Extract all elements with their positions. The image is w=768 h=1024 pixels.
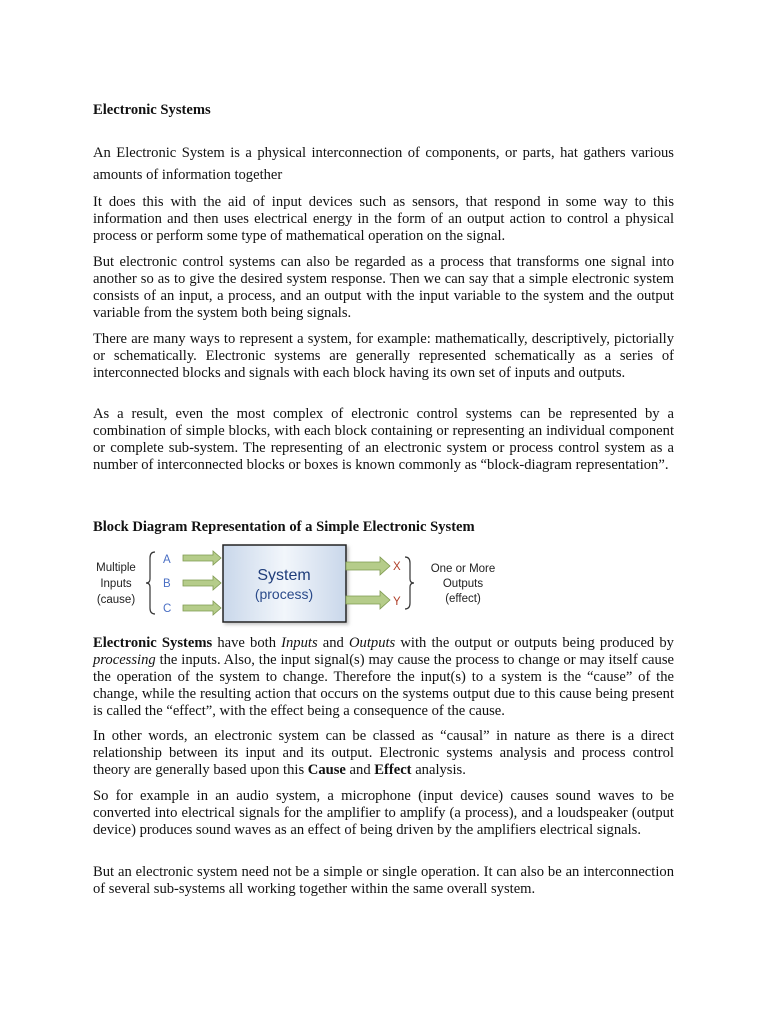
output-y-label: Y (393, 596, 401, 608)
paragraph-4: As a result, even the most complex of electronic control systems can be represented by a combination of simple blocks, with each block containing or representing an individual component or complete sub-system. The representing of an electronic system or process control system as a number of interconnected blocks or boxes is known commonly as “block-diagram representation”. (93, 406, 674, 473)
text-run: analysis. (411, 761, 466, 778)
text-run: with the output or outputs being produced by (395, 635, 674, 651)
outputs-label-line-1: One or More (430, 563, 496, 575)
input-b-label: B (163, 578, 171, 590)
bold-term: Cause (307, 761, 346, 778)
text-run: In other words, an electronic system can be classed as “causal” in nature as there is a direct relationship between its input and its output. Electronic systems analysis and process control theory are generally based upon this (93, 728, 674, 778)
output-x-label: X (393, 561, 401, 573)
right-brace-icon (405, 557, 414, 609)
paragraph-6 (93, 635, 674, 720)
paragraph-3: There are many ways to represent a system, for example: mathematically, descriptively, pictorially or schematically. Electronic systems are generally represented schematically as a series of interconnected blocks and signals with each block having its own set of inputs and outputs. (93, 331, 674, 381)
output-x-arrow-icon (346, 557, 390, 575)
paragraph-9: But an electronic system need not be a simple or single operation. It can also be an interconnection of several sub-systems all working together within the same overall system. (93, 864, 674, 897)
outputs-label (431, 563, 496, 605)
text-run: and (345, 761, 375, 778)
system-block (223, 545, 346, 622)
inputs-label-line-1: Multiple (96, 562, 136, 574)
input-a-label: A (163, 554, 171, 566)
italic-term: Inputs (281, 635, 318, 651)
outputs-label-line-2: Outputs (442, 578, 484, 590)
paragraph-2: But electronic control systems can also be regarded as a process that transforms one signal into another so as to give the desired system response. Then we can say that a simple electronic system consists of an input, a process, and an output with the input variable to the system and the output variable from the system both being signals. (93, 254, 674, 321)
system-block-subtitle: (process) (254, 586, 314, 602)
intro-paragraph: An Electronic System is a physical interconnection of components, or parts, hat gathers various amounts of information together (93, 145, 674, 183)
text-run: have both (212, 635, 282, 651)
bold-term: Electronic Systems (93, 635, 213, 651)
left-brace-icon (146, 552, 155, 614)
text-run: and (317, 635, 350, 651)
system-block-title: System (257, 567, 311, 584)
paragraph-1: It does this with the aid of input devices such as sensors, that respond in some way to this information and then uses electrical energy in the form of an output action to control a physical process or perform some type of mathematical operation on the signal. (93, 194, 674, 244)
inputs-label-line-2: Inputs (100, 578, 132, 590)
inputs-label-line-3: (cause) (96, 594, 136, 606)
block-diagram (93, 542, 513, 628)
italic-term: Outputs (349, 635, 396, 651)
paragraph-7 (93, 728, 674, 779)
inputs-label (96, 562, 136, 606)
input-c-arrow-icon (183, 601, 221, 615)
text-run: the inputs. Also, the input signal(s) may cause the process to change or may itself cause the operation of the system to change. Therefore the input(s) to a system is the “cause” of the change, while the resulting action that occurs on the systems output due to this cause being present is called the “effect”, with the effect being a consequence of the cause. (93, 651, 674, 719)
outputs-label-line-3: (effect) (445, 593, 481, 605)
input-a-arrow-icon (183, 551, 221, 565)
bold-term: Effect (374, 761, 412, 778)
input-b-arrow-icon (183, 576, 221, 590)
section-heading: Block Diagram Representation of a Simple Electronic System (93, 519, 475, 535)
output-y-arrow-icon (346, 591, 390, 609)
paragraph-8: So for example in an audio system, a microphone (input device) causes sound waves to be converted into electrical signals for the amplifier to amplify (a process), and a loudspeaker (output device) produces sound waves as an effect of being driven by the amplifiers electrical signals. (93, 788, 674, 838)
document-title: Electronic Systems (93, 102, 211, 118)
input-c-label: C (163, 603, 172, 615)
italic-term: processing (93, 651, 156, 668)
